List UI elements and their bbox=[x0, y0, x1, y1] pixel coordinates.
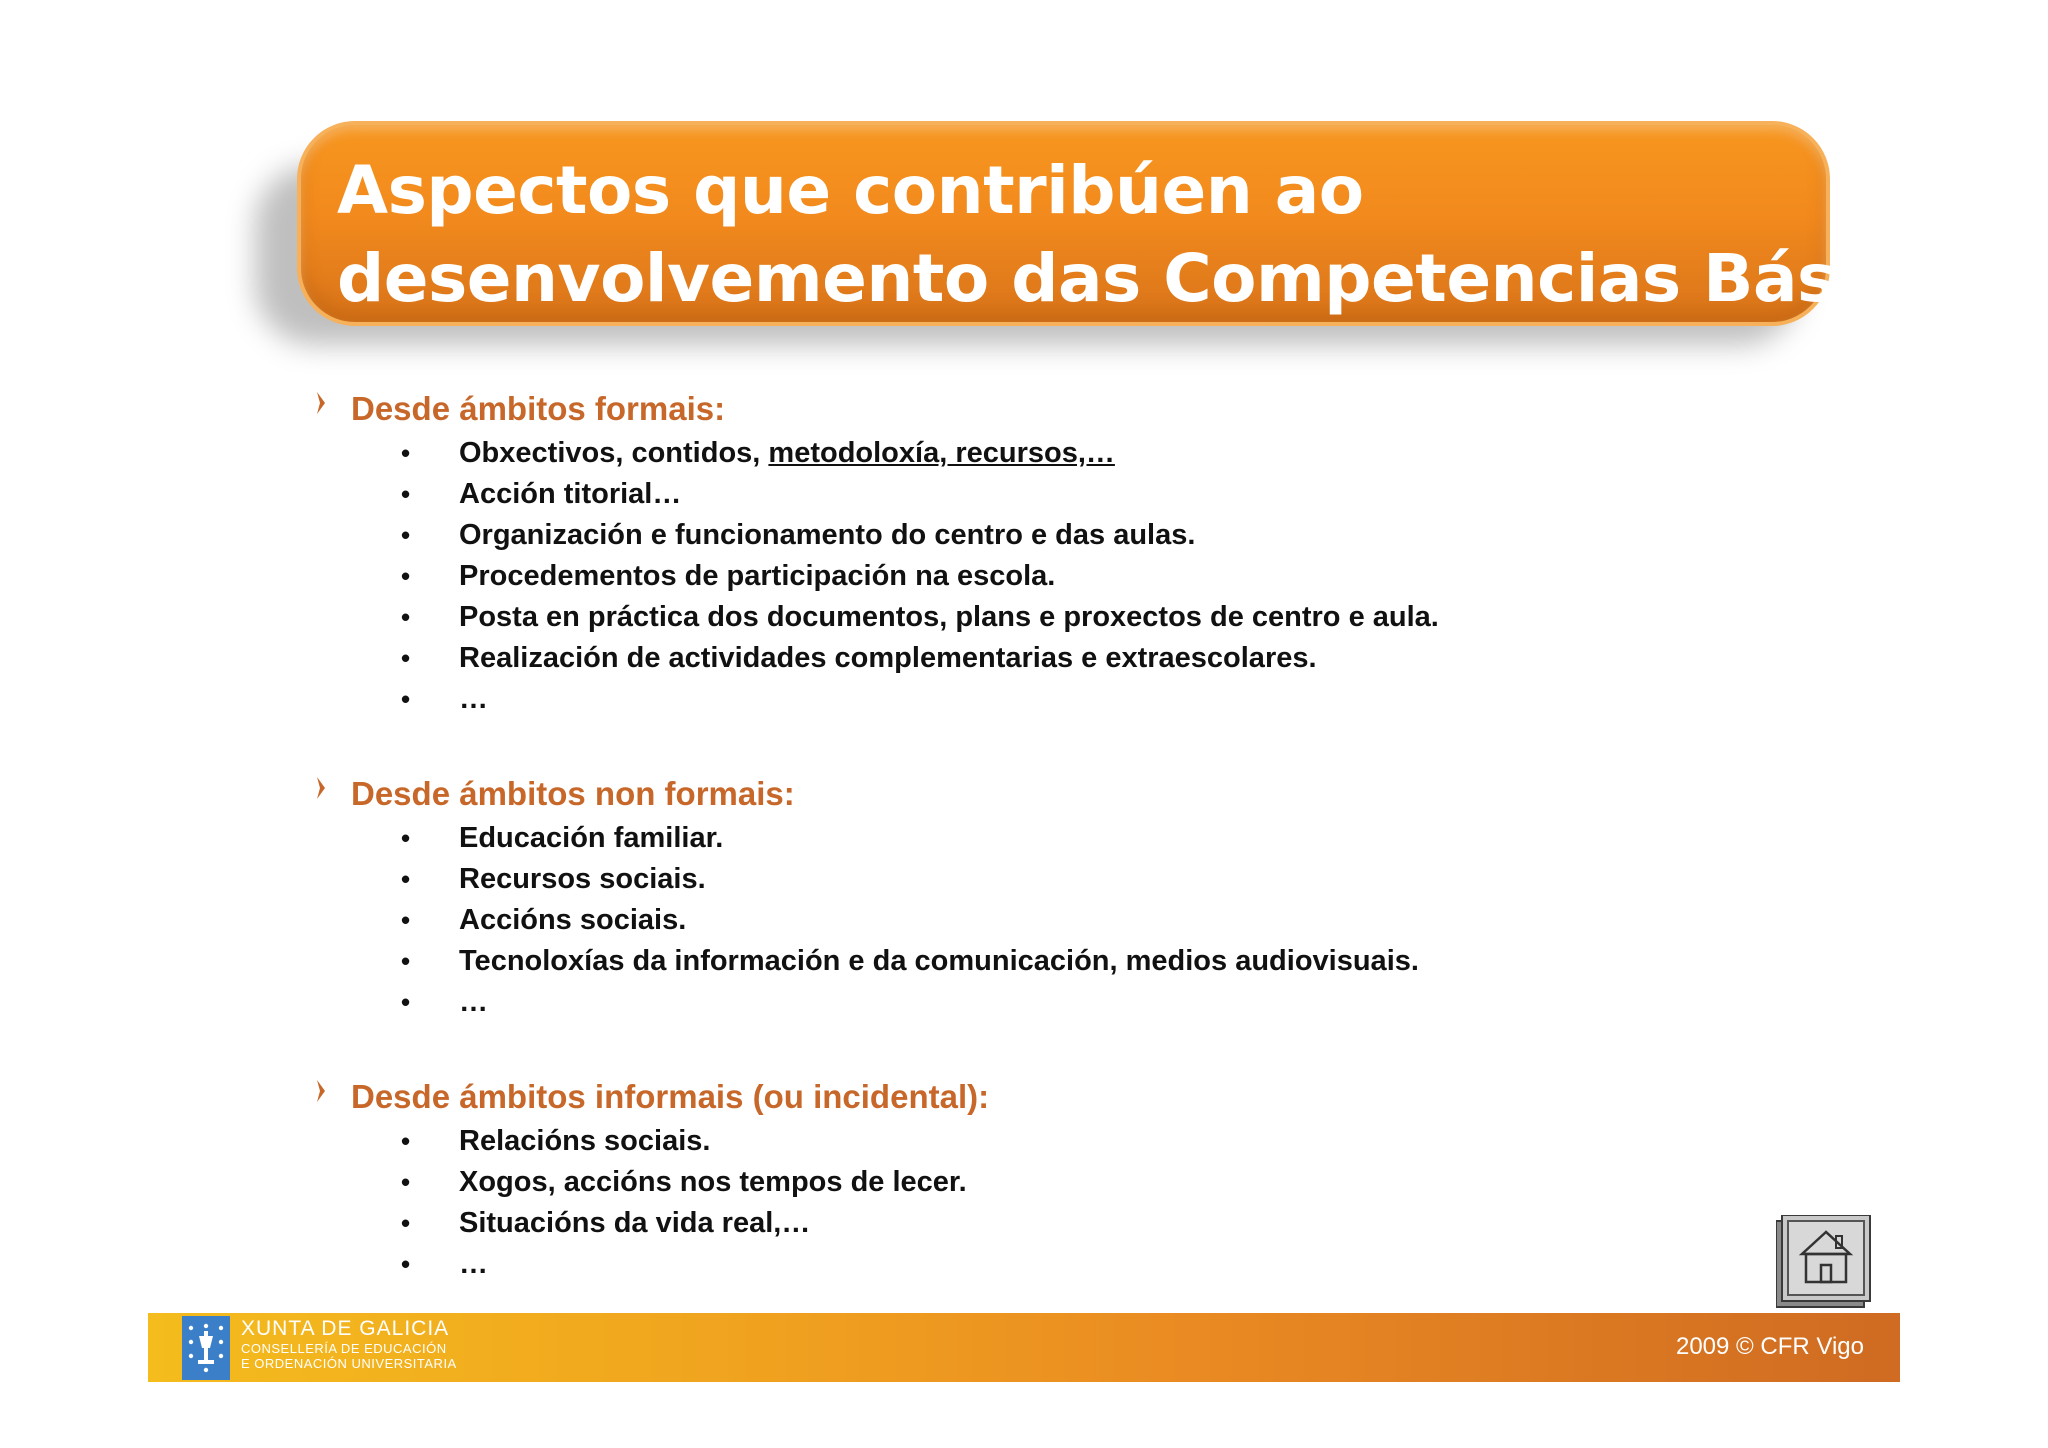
bullet-icon: • bbox=[401, 946, 411, 976]
bullet-icon: • bbox=[401, 561, 411, 591]
footer-bar bbox=[148, 1313, 1900, 1382]
home-button[interactable] bbox=[1776, 1215, 1872, 1311]
item-list bbox=[315, 1121, 1915, 1285]
list-item bbox=[315, 638, 1915, 679]
list-item-label: Recursos sociais. bbox=[459, 863, 706, 895]
list-item-label: Procedementos de participación na escola. bbox=[459, 560, 1056, 592]
section-header bbox=[315, 1073, 1915, 1121]
list-item-label: Accións sociais. bbox=[459, 904, 687, 936]
list-item-label: Acción titorial… bbox=[459, 478, 682, 510]
item-list bbox=[315, 818, 1915, 1023]
bullet-icon: • bbox=[401, 643, 411, 673]
bullet-icon: • bbox=[401, 1167, 411, 1197]
org-name: XUNTA DE GALICIA bbox=[241, 1317, 450, 1340]
list-item bbox=[315, 556, 1915, 597]
list-item-label: Relacións sociais. bbox=[459, 1125, 711, 1157]
list-item bbox=[315, 941, 1915, 982]
section bbox=[315, 1073, 1915, 1285]
list-item-label: Organización e funcionamento do centro e das aulas. bbox=[459, 519, 1196, 551]
section-title: Desde ámbitos informais (ou incidental): bbox=[351, 1078, 990, 1115]
section-header bbox=[315, 385, 1915, 433]
list-item-text bbox=[459, 818, 723, 859]
list-item bbox=[315, 597, 1915, 638]
list-item bbox=[315, 679, 1915, 720]
list-item-label: … bbox=[459, 1248, 488, 1280]
list-item-text bbox=[459, 1162, 967, 1203]
list-item bbox=[315, 859, 1915, 900]
footer-organization bbox=[241, 1317, 457, 1371]
list-item bbox=[315, 1121, 1915, 1162]
list-item-text bbox=[459, 859, 706, 900]
item-list bbox=[315, 433, 1915, 720]
bullet-icon: • bbox=[401, 520, 411, 550]
section bbox=[315, 770, 1915, 1023]
section-header bbox=[315, 770, 1915, 818]
section-title: Desde ámbitos non formais: bbox=[351, 775, 795, 812]
bullet-icon: • bbox=[401, 479, 411, 509]
bullet-icon: • bbox=[401, 602, 411, 632]
list-item bbox=[315, 433, 1915, 474]
bullet-icon: • bbox=[401, 1126, 411, 1156]
list-item-text bbox=[459, 556, 1055, 597]
list-item-text bbox=[459, 679, 488, 720]
home-icon bbox=[1776, 1215, 1872, 1311]
list-item bbox=[315, 900, 1915, 941]
bullet-icon: • bbox=[401, 905, 411, 935]
list-item-text bbox=[459, 597, 1439, 638]
bullet-icon: • bbox=[401, 987, 411, 1017]
list-item bbox=[315, 982, 1915, 1023]
list-item-text bbox=[459, 638, 1317, 679]
org-dept-line-2: E ORDENACIÓN UNIVERSITARIA bbox=[241, 1356, 457, 1371]
list-item bbox=[315, 515, 1915, 556]
bullet-icon: • bbox=[401, 684, 411, 714]
list-item-text bbox=[459, 1121, 710, 1162]
title-line-1: Aspectos que contribúen ao bbox=[337, 152, 1364, 229]
title-line-2: desenvolvemento das Competencias Básicas bbox=[337, 240, 1980, 317]
xunta-coat-of-arms-icon bbox=[182, 1316, 230, 1380]
section-arrow-icon bbox=[315, 776, 327, 800]
slide-content bbox=[315, 385, 1915, 1335]
list-item-text bbox=[459, 474, 681, 515]
bullet-icon: • bbox=[401, 1208, 411, 1238]
title-banner bbox=[297, 121, 1980, 326]
list-item-label: … bbox=[459, 683, 488, 715]
list-item-text bbox=[459, 515, 1195, 556]
section bbox=[315, 385, 1915, 720]
list-item-text bbox=[459, 1203, 810, 1244]
list-item-label: Xogos, accións nos tempos de lecer. bbox=[459, 1166, 967, 1198]
bullet-icon: • bbox=[401, 823, 411, 853]
list-item bbox=[315, 474, 1915, 515]
copyright-text: 2009 © CFR Vigo bbox=[1675, 1333, 1864, 1360]
list-item-text bbox=[459, 900, 686, 941]
list-item bbox=[315, 1162, 1915, 1203]
bullet-icon: • bbox=[401, 864, 411, 894]
bullet-icon: • bbox=[401, 1249, 411, 1279]
list-item-label: Tecnoloxías da información e da comunicación, medios audiovisuais. bbox=[459, 945, 1419, 977]
list-item-label: Posta en práctica dos documentos, plans e proxectos de centro e aula. bbox=[459, 601, 1439, 633]
list-item bbox=[315, 818, 1915, 859]
list-item bbox=[315, 1244, 1915, 1285]
list-item-label: Situacións da vida real,… bbox=[459, 1207, 811, 1239]
list-item-label: Obxectivos, contidos, bbox=[459, 437, 769, 469]
list-item-text bbox=[459, 1244, 488, 1285]
list-item bbox=[315, 1203, 1915, 1244]
list-item-label: … bbox=[459, 986, 488, 1018]
list-item-text bbox=[459, 982, 488, 1023]
org-dept-line-1: CONSELLERÍA DE EDUCACIÓN bbox=[241, 1341, 447, 1356]
section-title: Desde ámbitos formais: bbox=[351, 390, 726, 427]
section-arrow-icon bbox=[315, 391, 327, 415]
list-item-label: Realización de actividades complementarias e extraescolares. bbox=[459, 642, 1317, 674]
list-item-label: Educación familiar. bbox=[459, 822, 724, 854]
section-arrow-icon bbox=[315, 1079, 327, 1103]
page-title bbox=[337, 147, 1979, 323]
list-item-underlined-text: metodoloxía, recursos,… bbox=[768, 437, 1115, 469]
list-item-text bbox=[459, 433, 1115, 474]
list-item-text bbox=[459, 941, 1419, 982]
bullet-icon: • bbox=[401, 438, 411, 468]
